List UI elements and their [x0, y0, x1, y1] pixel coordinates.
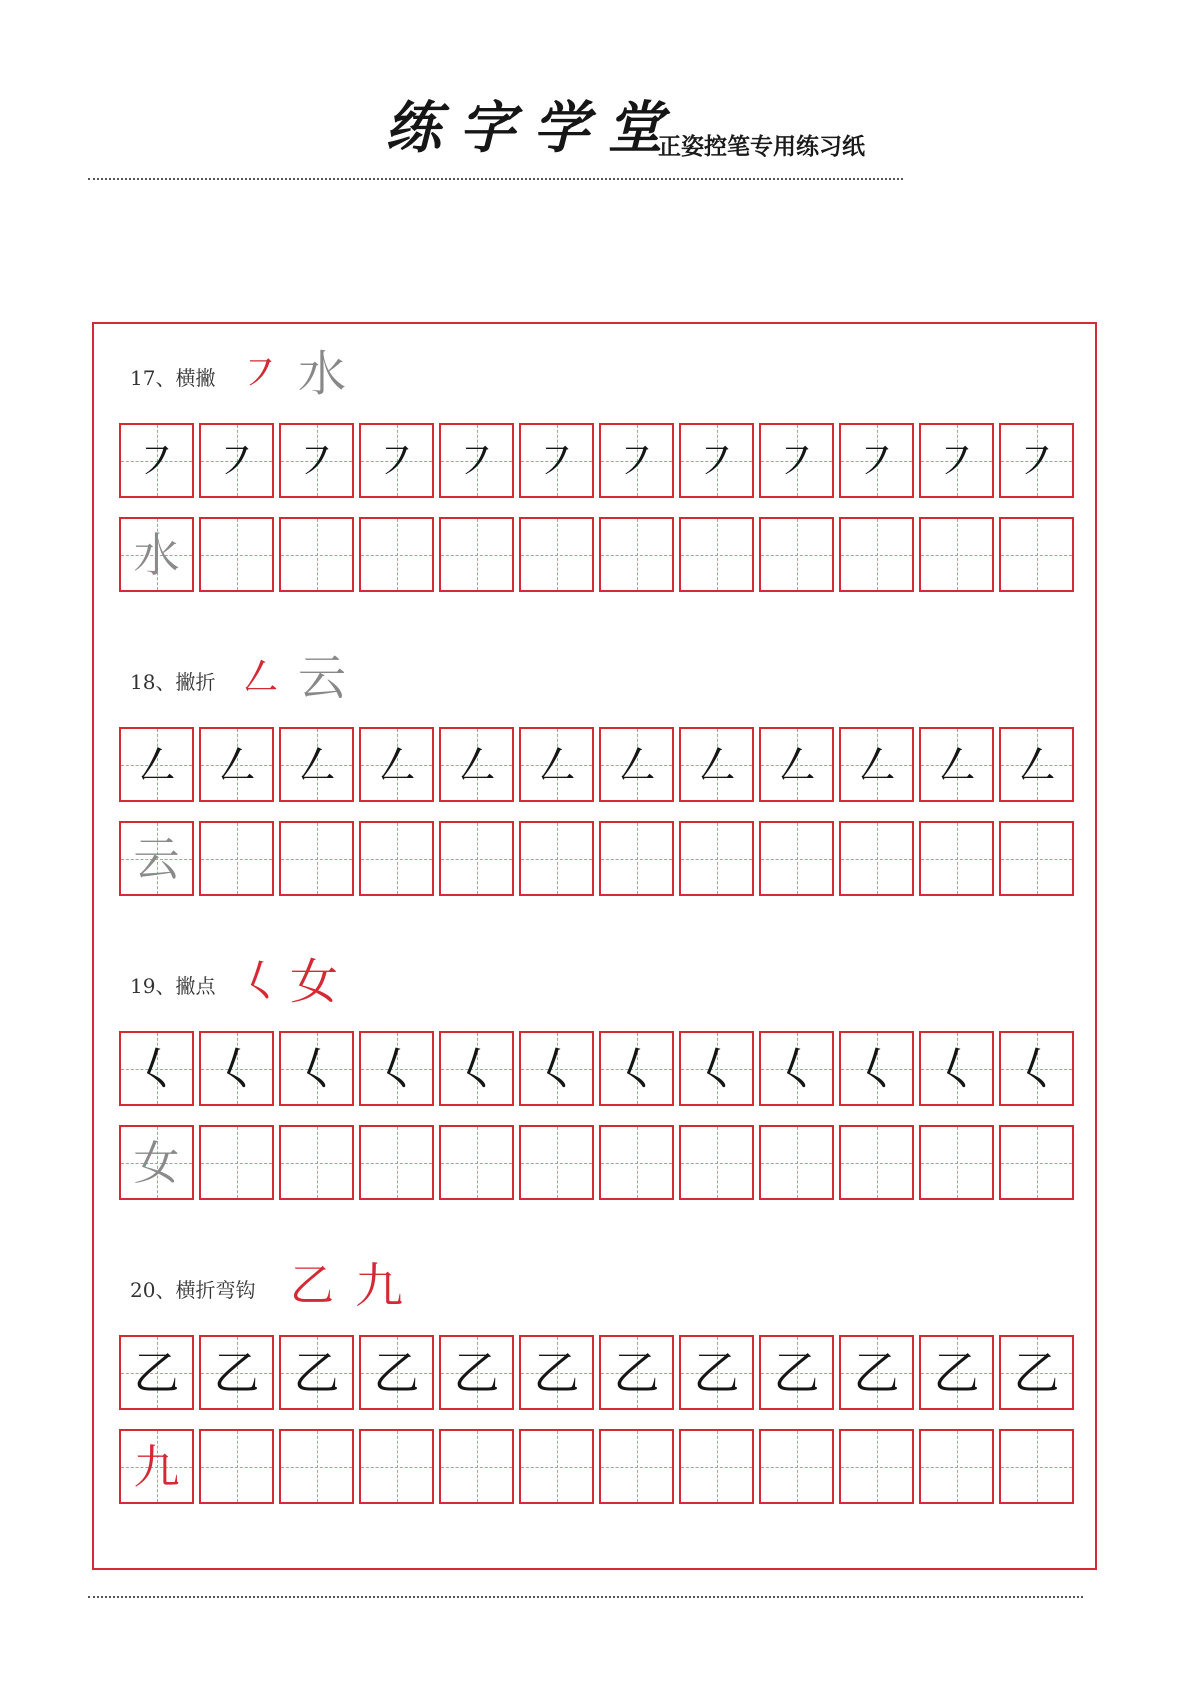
cell-glyph: 乙 — [293, 1345, 340, 1400]
cell-glyph: ㇜ — [773, 737, 820, 792]
cell-glyph: ㇇ — [613, 433, 660, 488]
tianzige-cell[interactable] — [199, 517, 274, 592]
tianzige-cell[interactable] — [279, 727, 354, 802]
grid-guide-vertical — [397, 1127, 398, 1198]
cell-glyph: 𡿨 — [1013, 1041, 1060, 1096]
tianzige-cell[interactable] — [119, 1125, 194, 1200]
grid-guide-vertical — [557, 1431, 558, 1502]
char-practice-row — [119, 517, 1074, 592]
grid-guide-vertical — [237, 1431, 238, 1502]
tianzige-cell[interactable] — [919, 1125, 994, 1200]
tianzige-cell[interactable] — [679, 423, 754, 498]
cell-glyph: 𡿨 — [533, 1041, 580, 1096]
cell-glyph: 𡿨 — [293, 1041, 340, 1096]
tianzige-cell[interactable] — [519, 821, 594, 896]
tianzige-cell[interactable] — [359, 1335, 434, 1410]
grid-guide-vertical — [397, 823, 398, 894]
grid-guide-vertical — [957, 519, 958, 590]
tianzige-cell[interactable] — [919, 1335, 994, 1410]
cell-glyph: ㇇ — [693, 433, 740, 488]
cell-glyph: 乙 — [613, 1345, 660, 1400]
cell-glyph: ㇜ — [133, 737, 180, 792]
stroke-practice-row — [119, 1335, 1074, 1410]
cell-glyph: ㇇ — [933, 433, 980, 488]
tianzige-cell[interactable] — [679, 1429, 754, 1504]
tianzige-cell[interactable] — [439, 727, 514, 802]
char-sample: 水 — [298, 346, 347, 402]
tianzige-cell[interactable] — [999, 1031, 1074, 1106]
cell-glyph: 𡿨 — [853, 1041, 900, 1096]
cell-glyph: 乙 — [213, 1345, 260, 1400]
cell-glyph: 水 — [133, 527, 180, 582]
tianzige-cell[interactable] — [359, 727, 434, 802]
tianzige-cell[interactable] — [199, 821, 274, 896]
cell-glyph: ㇜ — [1013, 737, 1060, 792]
tianzige-cell[interactable] — [599, 517, 674, 592]
cell-glyph: ㇜ — [693, 737, 740, 792]
tianzige-cell[interactable] — [679, 1031, 754, 1106]
tianzige-cell[interactable] — [519, 517, 594, 592]
tianzige-cell[interactable] — [679, 517, 754, 592]
grid-guide-vertical — [557, 823, 558, 894]
tianzige-cell[interactable] — [759, 423, 834, 498]
tianzige-cell[interactable] — [199, 727, 274, 802]
tianzige-cell[interactable] — [759, 1125, 834, 1200]
tianzige-cell[interactable] — [119, 1031, 194, 1106]
cell-glyph: ㇜ — [453, 737, 500, 792]
cell-glyph: 𡿨 — [213, 1041, 260, 1096]
tianzige-cell[interactable] — [919, 423, 994, 498]
cell-glyph: ㇜ — [213, 737, 260, 792]
tianzige-cell[interactable] — [359, 1031, 434, 1106]
section-label: 20、横折弯钩 — [130, 1278, 256, 1302]
grid-guide-vertical — [317, 519, 318, 590]
tianzige-cell[interactable] — [279, 1335, 354, 1410]
tianzige-cell[interactable] — [519, 423, 594, 498]
grid-guide-vertical — [237, 823, 238, 894]
grid-guide-vertical — [717, 1431, 718, 1502]
tianzige-cell[interactable] — [439, 1429, 514, 1504]
tianzige-cell[interactable] — [599, 1031, 674, 1106]
char-practice-row — [119, 1125, 1074, 1200]
tianzige-cell[interactable] — [759, 517, 834, 592]
tianzige-cell[interactable] — [999, 1335, 1074, 1410]
tianzige-cell[interactable] — [599, 1125, 674, 1200]
grid-guide-vertical — [797, 1431, 798, 1502]
tianzige-cell[interactable] — [999, 821, 1074, 896]
tianzige-cell[interactable] — [999, 423, 1074, 498]
tianzige-cell[interactable] — [279, 517, 354, 592]
bottom-dotted-rule — [88, 1596, 1083, 1598]
tianzige-cell[interactable] — [439, 1031, 514, 1106]
tianzige-cell[interactable] — [759, 727, 834, 802]
grid-guide-vertical — [957, 1431, 958, 1502]
tianzige-cell[interactable] — [119, 821, 194, 896]
cell-glyph: 乙 — [853, 1345, 900, 1400]
tianzige-cell[interactable] — [199, 1429, 274, 1504]
grid-guide-vertical — [877, 519, 878, 590]
tianzige-cell[interactable] — [279, 821, 354, 896]
grid-guide-vertical — [1037, 1127, 1038, 1198]
grid-guide-vertical — [877, 1431, 878, 1502]
tianzige-cell[interactable] — [599, 1429, 674, 1504]
tianzige-cell[interactable] — [679, 1125, 754, 1200]
cell-glyph: 乙 — [1013, 1345, 1060, 1400]
tianzige-cell[interactable] — [119, 423, 194, 498]
cell-glyph: 九 — [133, 1439, 180, 1494]
cell-glyph: 𡿨 — [773, 1041, 820, 1096]
tianzige-cell[interactable] — [119, 727, 194, 802]
cell-glyph: ㇜ — [853, 737, 900, 792]
cell-glyph: ㇇ — [133, 433, 180, 488]
tianzige-cell[interactable] — [359, 821, 434, 896]
cell-glyph: 𡿨 — [613, 1041, 660, 1096]
cell-glyph: ㇇ — [533, 433, 580, 488]
grid-guide-vertical — [477, 1431, 478, 1502]
grid-guide-vertical — [637, 823, 638, 894]
cell-glyph: ㇜ — [533, 737, 580, 792]
section-label: 17、横撇 — [130, 366, 216, 390]
tianzige-cell[interactable] — [599, 727, 674, 802]
grid-guide-vertical — [557, 1127, 558, 1198]
cell-glyph: ㇇ — [1013, 433, 1060, 488]
cell-glyph: 乙 — [693, 1345, 740, 1400]
tianzige-cell[interactable] — [599, 1335, 674, 1410]
stroke-practice-row — [119, 423, 1074, 498]
tianzige-cell[interactable] — [519, 1335, 594, 1410]
stroke-practice-row — [119, 1031, 1074, 1106]
tianzige-cell[interactable] — [999, 1125, 1074, 1200]
tianzige-cell[interactable] — [279, 1429, 354, 1504]
stroke-practice-row — [119, 727, 1074, 802]
tianzige-cell[interactable] — [839, 1031, 914, 1106]
cell-glyph: ㇜ — [373, 737, 420, 792]
cell-glyph: ㇇ — [773, 433, 820, 488]
tianzige-cell[interactable] — [199, 1031, 274, 1106]
cell-glyph: 乙 — [453, 1345, 500, 1400]
tianzige-cell[interactable] — [919, 1031, 994, 1106]
tianzige-cell[interactable] — [199, 423, 274, 498]
grid-guide-vertical — [797, 519, 798, 590]
tianzige-cell[interactable] — [919, 821, 994, 896]
section-label: 18、撇折 — [130, 670, 216, 694]
tianzige-cell[interactable] — [119, 1335, 194, 1410]
grid-guide-vertical — [877, 1127, 878, 1198]
cell-glyph: ㇇ — [213, 433, 260, 488]
tianzige-cell[interactable] — [759, 1429, 834, 1504]
page-subtitle: 正姿控笔专用练习纸 — [658, 133, 865, 160]
tianzige-cell[interactable] — [119, 1429, 194, 1504]
tianzige-cell[interactable] — [439, 423, 514, 498]
grid-guide-vertical — [237, 519, 238, 590]
tianzige-cell[interactable] — [839, 1335, 914, 1410]
tianzige-cell[interactable] — [279, 1125, 354, 1200]
tianzige-cell[interactable] — [279, 1031, 354, 1106]
tianzige-cell[interactable] — [199, 1335, 274, 1410]
cell-glyph: 云 — [133, 831, 180, 886]
grid-guide-vertical — [957, 1127, 958, 1198]
grid-guide-vertical — [1037, 823, 1038, 894]
tianzige-cell[interactable] — [999, 727, 1074, 802]
grid-guide-vertical — [637, 1431, 638, 1502]
grid-guide-vertical — [1037, 519, 1038, 590]
tianzige-cell[interactable] — [359, 1125, 434, 1200]
grid-guide-vertical — [477, 823, 478, 894]
tianzige-cell[interactable] — [839, 1429, 914, 1504]
tianzige-cell[interactable] — [359, 423, 434, 498]
cell-glyph: 乙 — [373, 1345, 420, 1400]
cell-glyph: ㇜ — [293, 737, 340, 792]
tianzige-cell[interactable] — [439, 821, 514, 896]
grid-guide-vertical — [717, 519, 718, 590]
tianzige-cell[interactable] — [839, 423, 914, 498]
tianzige-cell[interactable] — [599, 821, 674, 896]
tianzige-cell[interactable] — [679, 1335, 754, 1410]
tianzige-cell[interactable] — [519, 1031, 594, 1106]
tianzige-cell[interactable] — [919, 1429, 994, 1504]
tianzige-cell[interactable] — [439, 1125, 514, 1200]
tianzige-cell[interactable] — [519, 727, 594, 802]
grid-guide-vertical — [557, 519, 558, 590]
cell-glyph: ㇇ — [853, 433, 900, 488]
tianzige-cell[interactable] — [999, 1429, 1074, 1504]
tianzige-cell[interactable] — [839, 727, 914, 802]
tianzige-cell[interactable] — [359, 517, 434, 592]
stroke-sample: 乙 — [290, 1260, 334, 1311]
cell-glyph: 𡿨 — [453, 1041, 500, 1096]
tianzige-cell[interactable] — [439, 517, 514, 592]
char-sample: 九 — [355, 1258, 404, 1314]
grid-guide-vertical — [637, 519, 638, 590]
stroke-sample: ㇜ — [238, 652, 282, 703]
tianzige-cell[interactable] — [839, 517, 914, 592]
tianzige-cell[interactable] — [999, 517, 1074, 592]
tianzige-cell[interactable] — [279, 423, 354, 498]
cell-glyph: ㇇ — [293, 433, 340, 488]
tianzige-cell[interactable] — [759, 1335, 834, 1410]
grid-guide-vertical — [317, 1431, 318, 1502]
grid-guide-vertical — [397, 519, 398, 590]
tianzige-cell[interactable] — [759, 821, 834, 896]
tianzige-cell[interactable] — [919, 517, 994, 592]
tianzige-cell[interactable] — [679, 727, 754, 802]
cell-glyph: 乙 — [133, 1345, 180, 1400]
cell-glyph: 女 — [133, 1135, 180, 1190]
grid-guide-vertical — [477, 1127, 478, 1198]
grid-guide-vertical — [717, 1127, 718, 1198]
grid-guide-vertical — [957, 823, 958, 894]
tianzige-cell[interactable] — [839, 821, 914, 896]
tianzige-cell[interactable] — [839, 1125, 914, 1200]
grid-guide-vertical — [397, 1431, 398, 1502]
cell-glyph: 乙 — [773, 1345, 820, 1400]
cell-glyph: ㇜ — [613, 737, 660, 792]
cell-glyph: 𡿨 — [933, 1041, 980, 1096]
tianzige-cell[interactable] — [119, 517, 194, 592]
cell-glyph: ㇇ — [453, 433, 500, 488]
tianzige-cell[interactable] — [439, 1335, 514, 1410]
grid-guide-vertical — [717, 823, 718, 894]
tianzige-cell[interactable] — [519, 1429, 594, 1504]
grid-guide-vertical — [877, 823, 878, 894]
brand-title: 练字学堂 — [385, 95, 681, 161]
tianzige-cell[interactable] — [759, 1031, 834, 1106]
cell-glyph: ㇜ — [933, 737, 980, 792]
grid-guide-vertical — [477, 519, 478, 590]
grid-guide-vertical — [237, 1127, 238, 1198]
tianzige-cell[interactable] — [599, 423, 674, 498]
page-header — [0, 0, 1190, 190]
grid-guide-vertical — [317, 1127, 318, 1198]
grid-guide-vertical — [317, 823, 318, 894]
char-practice-row — [119, 821, 1074, 896]
cell-glyph: 乙 — [933, 1345, 980, 1400]
grid-guide-vertical — [797, 1127, 798, 1198]
cell-glyph: 𡿨 — [373, 1041, 420, 1096]
cell-glyph: 𡿨 — [693, 1041, 740, 1096]
char-sample: 云 — [298, 650, 347, 706]
char-practice-row — [119, 1429, 1074, 1504]
tianzige-cell[interactable] — [919, 727, 994, 802]
cell-glyph: 𡿨 — [133, 1041, 180, 1096]
grid-guide-vertical — [637, 1127, 638, 1198]
practice-frame — [92, 322, 1097, 1570]
char-sample: 女 — [290, 954, 339, 1010]
grid-guide-vertical — [797, 823, 798, 894]
cell-glyph: 乙 — [533, 1345, 580, 1400]
stroke-sample: 𡿨 — [238, 956, 282, 1007]
tianzige-cell[interactable] — [519, 1125, 594, 1200]
top-dotted-rule — [88, 178, 903, 180]
tianzige-cell[interactable] — [199, 1125, 274, 1200]
section-label: 19、撇点 — [130, 974, 216, 998]
tianzige-cell[interactable] — [679, 821, 754, 896]
tianzige-cell[interactable] — [359, 1429, 434, 1504]
stroke-sample: ㇇ — [238, 348, 282, 399]
cell-glyph: ㇇ — [373, 433, 420, 488]
grid-guide-vertical — [1037, 1431, 1038, 1502]
